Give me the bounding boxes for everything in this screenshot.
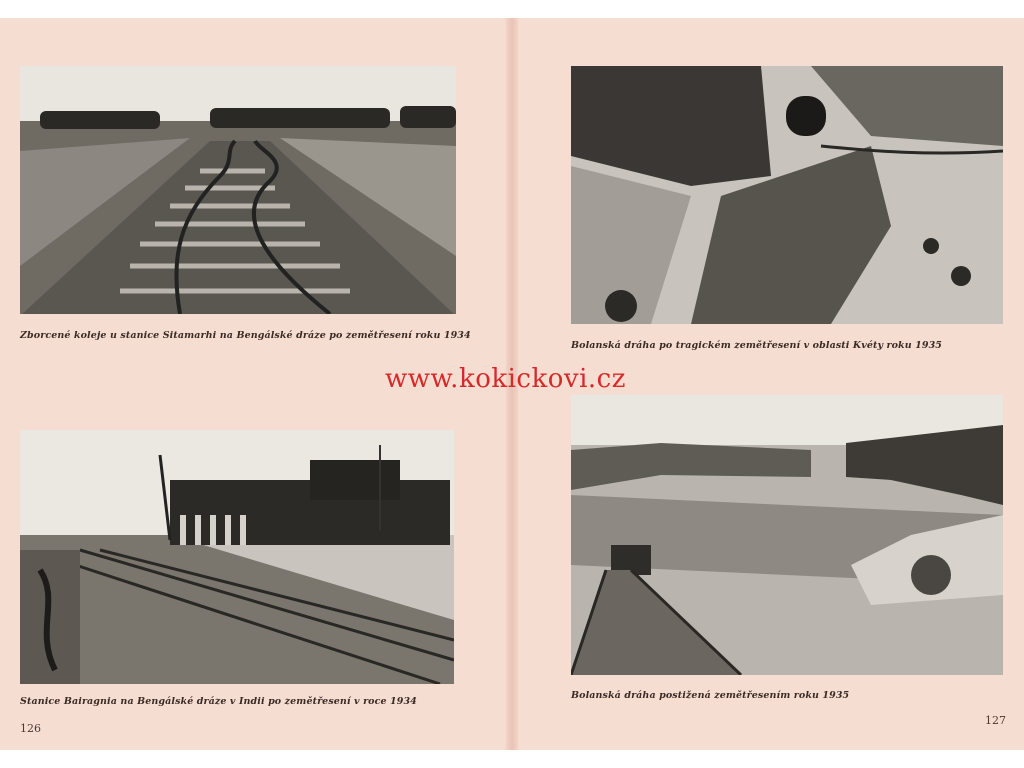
- caption-bolan-kveta: Bolanská dráha po tragickém zemětřesení v oblasti Kvéty roku 1935: [571, 340, 942, 351]
- page-number-right: 127: [985, 714, 1006, 727]
- page-number-left: 126: [20, 722, 41, 735]
- photo-bolan-hills: [571, 395, 1003, 675]
- caption-bairagnia: Stanice Bairagnia na Bengálské dráze v Indii po zemětřesení v roce 1934: [20, 696, 417, 707]
- caption-sitamarhi: Zborcené koleje u stanice Sitamarhi na Bengálské dráze po zemětřesení roku 1934: [20, 330, 471, 341]
- photo-bolan-tunnel: [571, 66, 1003, 324]
- photo-bairagnia-station: [20, 430, 454, 684]
- photo-sitamarhi-rails: [20, 66, 456, 314]
- watermark: www.kokickovi.cz: [385, 364, 626, 394]
- caption-bolan-1935: Bolanská dráha postižená zemětřesením roku 1935: [571, 690, 850, 701]
